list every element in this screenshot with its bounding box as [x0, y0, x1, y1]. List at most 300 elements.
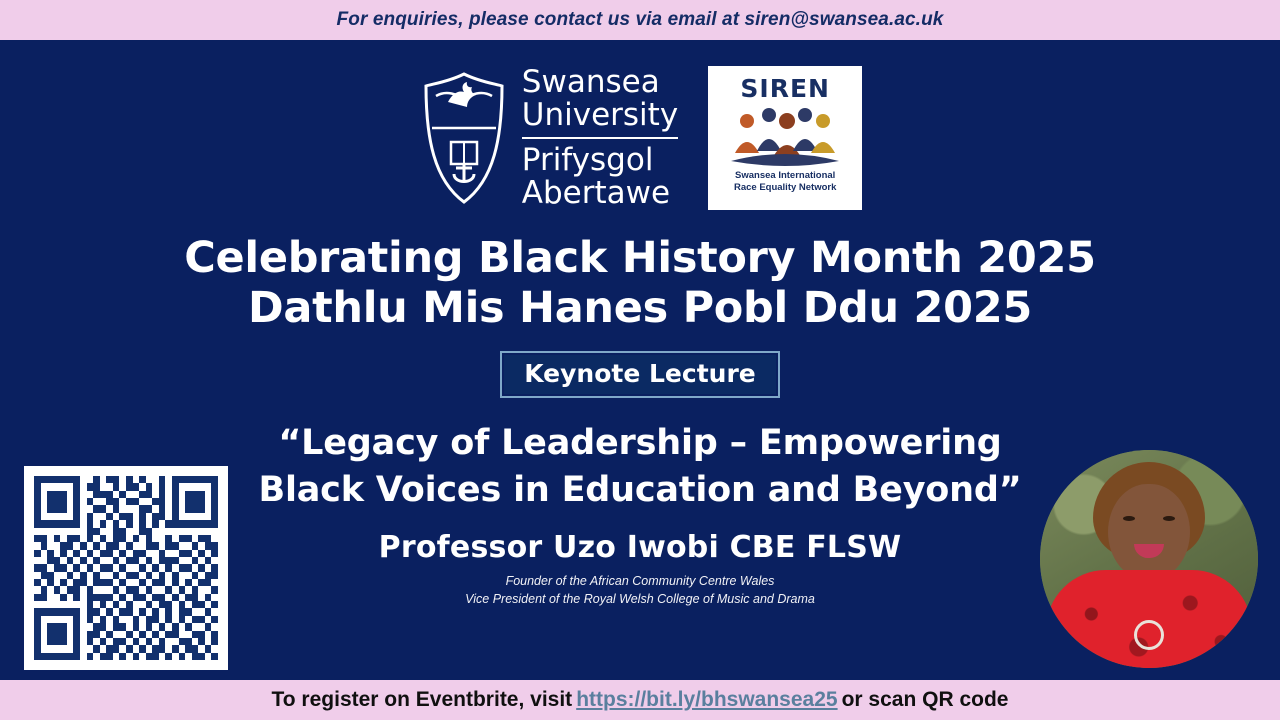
qr-cell [211, 550, 218, 557]
qr-cell [165, 483, 172, 490]
qr-cell [67, 550, 74, 557]
qr-cell [133, 608, 140, 615]
qr-cell [133, 572, 140, 579]
qr-cell [41, 638, 48, 645]
qr-cell [146, 550, 153, 557]
qr-cell [192, 608, 199, 615]
qr-cell [113, 638, 120, 645]
enquiries-text: For enquiries, please contact us via email at siren@swansea.ac.uk [336, 9, 944, 30]
qr-cell [159, 594, 166, 601]
qr-cell [211, 513, 218, 520]
qr-cell [179, 653, 186, 660]
qr-cell [87, 535, 94, 542]
qr-cell [100, 557, 107, 564]
qr-cell [100, 638, 107, 645]
qr-cell [87, 520, 94, 527]
qr-cell [100, 645, 107, 652]
qr-cell [113, 476, 120, 483]
qr-cell [41, 513, 48, 520]
qr-cell [73, 550, 80, 557]
qr-cell [73, 513, 80, 520]
qr-cell [146, 572, 153, 579]
qr-cell [179, 535, 186, 542]
qr-cell [159, 528, 166, 535]
qr-cell [146, 513, 153, 520]
qr-cell [133, 505, 140, 512]
qr-cell [211, 586, 218, 593]
qr-cell [54, 550, 61, 557]
qr-cell [159, 645, 166, 652]
qr-cell [159, 542, 166, 549]
qr-cell [159, 513, 166, 520]
qr-cell [113, 483, 120, 490]
qr-cell [100, 601, 107, 608]
qr-cell [119, 631, 126, 638]
qr-cell [146, 528, 153, 535]
qr-cell [100, 579, 107, 586]
qr-cell [54, 564, 61, 571]
event-title-cy: Dathlu Mis Hanes Pobl Ddu 2025 [248, 283, 1032, 334]
qr-cell [73, 483, 80, 490]
swansea-university-wordmark [522, 66, 678, 211]
qr-cell [41, 520, 48, 527]
qr-cell [67, 586, 74, 593]
speaker-role-2: Vice President of the Royal Welsh College of Music and Drama [465, 591, 815, 606]
qr-cell [87, 616, 94, 623]
qr-cell [87, 579, 94, 586]
logos-row [0, 40, 1280, 211]
qr-cell [119, 535, 126, 542]
qr-cell [179, 572, 186, 579]
qr-cell [41, 542, 48, 549]
qr-cell [211, 616, 218, 623]
qr-cell [113, 535, 120, 542]
qr-cell [113, 491, 120, 498]
qr-cell [54, 608, 61, 615]
qr-cell [87, 476, 94, 483]
qr-cell [165, 623, 172, 630]
qr-cell [192, 476, 199, 483]
qr-cell [100, 528, 107, 535]
qr-cell [211, 564, 218, 571]
qr-cell [113, 623, 120, 630]
qr-cell [87, 601, 94, 608]
qr-cell [205, 476, 212, 483]
qr-cell [119, 476, 126, 483]
qr-cell [73, 594, 80, 601]
qr-cell [159, 616, 166, 623]
qr-cell [211, 483, 218, 490]
qr-cell [67, 623, 74, 630]
speaker-role-1: Founder of the African Community Centre Wales [505, 573, 775, 588]
qr-cell [54, 594, 61, 601]
qr-cell [54, 528, 61, 535]
qr-cell [87, 498, 94, 505]
uni-name-en-line1: Swansea [521, 64, 660, 100]
qr-cell [133, 638, 140, 645]
qr-cell [211, 623, 218, 630]
qr-cell [113, 564, 120, 571]
qr-cell [67, 616, 74, 623]
qr-cell [211, 653, 218, 660]
qr-cell [54, 542, 61, 549]
qr-cell [73, 579, 80, 586]
qr-cell [205, 594, 212, 601]
qr-cell [159, 623, 166, 630]
qr-cell [179, 505, 186, 512]
qr-cell [113, 653, 120, 660]
qr-cell [73, 572, 80, 579]
qr-cell [73, 653, 80, 660]
qr-cell [67, 498, 74, 505]
qr-cell [113, 616, 120, 623]
registration-prefix: To register on Eventbrite, visit [271, 688, 573, 711]
qr-cell [179, 638, 186, 645]
qr-cell [119, 520, 126, 527]
qr-cell [146, 653, 153, 660]
qr-cell [165, 528, 172, 535]
qr-cell [205, 564, 212, 571]
qr-cell [205, 608, 212, 615]
qr-cell [165, 601, 172, 608]
qr-cell [179, 520, 186, 527]
qr-cell [165, 645, 172, 652]
qr-cell [179, 594, 186, 601]
qr-cell [133, 564, 140, 571]
qr-cell [205, 498, 212, 505]
registration-suffix: or scan QR code [841, 688, 1009, 711]
qr-cell [205, 542, 212, 549]
qr-cell [41, 653, 48, 660]
qr-cell [133, 623, 140, 630]
qr-cell [165, 542, 172, 549]
siren-title: SIREN [740, 74, 830, 104]
qr-cell [119, 491, 126, 498]
qr-code-icon[interactable] [24, 466, 228, 670]
qr-cell [41, 528, 48, 535]
qr-cell [146, 638, 153, 645]
qr-cell [211, 601, 218, 608]
qr-cell [159, 631, 166, 638]
qr-cell [119, 505, 126, 512]
qr-cell [67, 528, 74, 535]
qr-cell [165, 586, 172, 593]
qr-cell [54, 505, 61, 512]
qr-cell [192, 601, 199, 608]
lecture-title: “Legacy of Leadership – Empowering Black Voices in Education and Beyond” [258, 423, 1022, 511]
qr-cell [159, 535, 166, 542]
qr-cell [67, 653, 74, 660]
qr-cell [100, 513, 107, 520]
qr-cell [133, 616, 140, 623]
qr-cell [205, 586, 212, 593]
qr-cell [67, 520, 74, 527]
qr-cell [146, 601, 153, 608]
qr-cell [211, 520, 218, 527]
qr-cell [165, 535, 172, 542]
qr-cell [100, 631, 107, 638]
qr-cell [205, 631, 212, 638]
qr-cell [41, 586, 48, 593]
qr-cell [119, 616, 126, 623]
qr-cell [67, 638, 74, 645]
qr-cell [205, 616, 212, 623]
qr-cell [100, 594, 107, 601]
qr-cell [205, 579, 212, 586]
qr-cell [159, 476, 166, 483]
qr-cell [146, 542, 153, 549]
qr-cell [113, 601, 120, 608]
qr-cell [41, 594, 48, 601]
qr-cell [67, 608, 74, 615]
qr-cell [179, 623, 186, 630]
qr-cell [113, 572, 120, 579]
qr-cell [100, 542, 107, 549]
wordmark-divider [522, 137, 678, 139]
siren-logo [708, 66, 862, 210]
qr-cell [205, 505, 212, 512]
qr-cell [119, 498, 126, 505]
qr-cell [192, 505, 199, 512]
qr-cell [165, 653, 172, 660]
event-title-en: Celebrating Black History Month 2025 [184, 232, 1096, 283]
qr-cell [54, 631, 61, 638]
qr-cell [146, 535, 153, 542]
eventbrite-link[interactable]: https://bit.ly/bhswansea25 [576, 688, 838, 711]
qr-cell [205, 557, 212, 564]
qr-cell [146, 483, 153, 490]
keynote-badge-wrap [0, 351, 1280, 398]
qr-cell [205, 550, 212, 557]
qr-cell [192, 579, 199, 586]
qr-cell [41, 616, 48, 623]
qr-cell [54, 491, 61, 498]
qr-cell [133, 557, 140, 564]
siren-subtitle-line1: Swansea International [735, 170, 836, 182]
qr-cell [119, 645, 126, 652]
swansea-university-crest-icon [418, 68, 510, 208]
qr-cell [54, 557, 61, 564]
qr-cell [192, 623, 199, 630]
qr-cell [41, 476, 48, 483]
qr-cell [146, 476, 153, 483]
qr-cell [192, 594, 199, 601]
qr-cell [165, 498, 172, 505]
qr-cell [211, 594, 218, 601]
qr-cell [165, 631, 172, 638]
qr-cell [179, 631, 186, 638]
qr-cell [192, 638, 199, 645]
siren-subtitle-line2: Race Equality Network [733, 182, 837, 194]
qr-cell [179, 542, 186, 549]
qr-cell [119, 542, 126, 549]
qr-cell [119, 513, 126, 520]
qr-cell [133, 550, 140, 557]
qr-cell [54, 586, 61, 593]
qr-cell [146, 557, 153, 564]
qr-cell [100, 653, 107, 660]
qr-cell [73, 645, 80, 652]
qr-cell [73, 476, 80, 483]
qr-cell [54, 498, 61, 505]
qr-cell [41, 483, 48, 490]
qr-cell [192, 483, 199, 490]
qr-cell [73, 520, 80, 527]
qr-cell [67, 483, 74, 490]
qr-cell [41, 557, 48, 564]
qr-cell [41, 631, 48, 638]
qr-cell [179, 491, 186, 498]
qr-cell [41, 601, 48, 608]
qr-cell [159, 520, 166, 527]
qr-cell [87, 608, 94, 615]
qr-cell [205, 528, 212, 535]
qr-cell [211, 535, 218, 542]
qr-cell [54, 513, 61, 520]
qr-cell [146, 623, 153, 630]
qr-cell [211, 631, 218, 638]
qr-cell [179, 498, 186, 505]
qr-cell [100, 623, 107, 630]
qr-cell [41, 535, 48, 542]
speaker-name: Professor Uzo Iwobi CBE FLSW [378, 529, 902, 565]
qr-cell [133, 491, 140, 498]
qr-cell [73, 638, 80, 645]
qr-cell [87, 557, 94, 564]
qr-cell [179, 483, 186, 490]
qr-cell [159, 564, 166, 571]
qr-cell [192, 616, 199, 623]
event-title [0, 233, 1280, 334]
qr-cell [165, 476, 172, 483]
registration-banner [0, 680, 1280, 720]
qr-cell [87, 528, 94, 535]
qr-cell [205, 638, 212, 645]
qr-cell [119, 594, 126, 601]
qr-cell [192, 631, 199, 638]
qr-cell [113, 498, 120, 505]
qr-cell [87, 645, 94, 652]
qr-cell [113, 513, 120, 520]
qr-cell [205, 645, 212, 652]
qr-cell [41, 645, 48, 652]
qr-cell [205, 520, 212, 527]
qr-cell [119, 579, 126, 586]
qr-cell [87, 542, 94, 549]
qr-cell [211, 491, 218, 498]
qr-cell [133, 653, 140, 660]
qr-cell [113, 550, 120, 557]
qr-cell [211, 608, 218, 615]
qr-cell [87, 491, 94, 498]
qr-cell [205, 653, 212, 660]
qr-cell [205, 513, 212, 520]
qr-cell [159, 653, 166, 660]
qr-cell [205, 623, 212, 630]
qr-cell [159, 483, 166, 490]
qr-cell [73, 505, 80, 512]
qr-cell [119, 586, 126, 593]
qr-cell [87, 550, 94, 557]
qr-cell [87, 638, 94, 645]
qr-cell [100, 535, 107, 542]
qr-cell [87, 564, 94, 571]
qr-cell [54, 645, 61, 652]
qr-cell [159, 579, 166, 586]
qr-cell [159, 586, 166, 593]
qr-cell [113, 528, 120, 535]
qr-cell [113, 557, 120, 564]
qr-cell [87, 572, 94, 579]
qr-cell [165, 594, 172, 601]
qr-cell [100, 586, 107, 593]
qr-cell [165, 616, 172, 623]
qr-cell [146, 608, 153, 615]
qr-cell [73, 564, 80, 571]
qr-cell [133, 483, 140, 490]
qr-cell [41, 579, 48, 586]
qr-cell [192, 557, 199, 564]
qr-cell [67, 542, 74, 549]
qr-cell [41, 550, 48, 557]
qr-cell [100, 476, 107, 483]
qr-cell [67, 579, 74, 586]
qr-cell [119, 483, 126, 490]
qr-cell [159, 491, 166, 498]
qr-cell [165, 608, 172, 615]
qr-cell [54, 572, 61, 579]
qr-cell [67, 557, 74, 564]
qr-cell [159, 505, 166, 512]
qr-cell [179, 616, 186, 623]
qr-cell [113, 505, 120, 512]
qr-cell [133, 586, 140, 593]
portrait-face [1108, 484, 1190, 580]
qr-cell [165, 491, 172, 498]
qr-cell [192, 653, 199, 660]
qr-cell [159, 572, 166, 579]
qr-cell [133, 601, 140, 608]
qr-cell [133, 476, 140, 483]
qr-cell [133, 520, 140, 527]
qr-cell [100, 550, 107, 557]
qr-cell [41, 623, 48, 630]
qr-cell [159, 550, 166, 557]
qr-cell [133, 594, 140, 601]
qr-cell [67, 535, 74, 542]
qr-cell [192, 645, 199, 652]
portrait-pendant [1134, 620, 1164, 650]
qr-cell [211, 542, 218, 549]
qr-cell [119, 557, 126, 564]
qr-cell [67, 631, 74, 638]
qr-cell [211, 572, 218, 579]
qr-cell [192, 572, 199, 579]
qr-cell [211, 638, 218, 645]
qr-cell [67, 645, 74, 652]
qr-cell [73, 542, 80, 549]
qr-cell [205, 572, 212, 579]
qr-cell [133, 645, 140, 652]
qr-cell [119, 601, 126, 608]
qr-cell [67, 476, 74, 483]
qr-cell [73, 608, 80, 615]
qr-cell [192, 535, 199, 542]
qr-cell [100, 498, 107, 505]
qr-cell [113, 542, 120, 549]
qr-cell [165, 520, 172, 527]
qr-cell [87, 631, 94, 638]
